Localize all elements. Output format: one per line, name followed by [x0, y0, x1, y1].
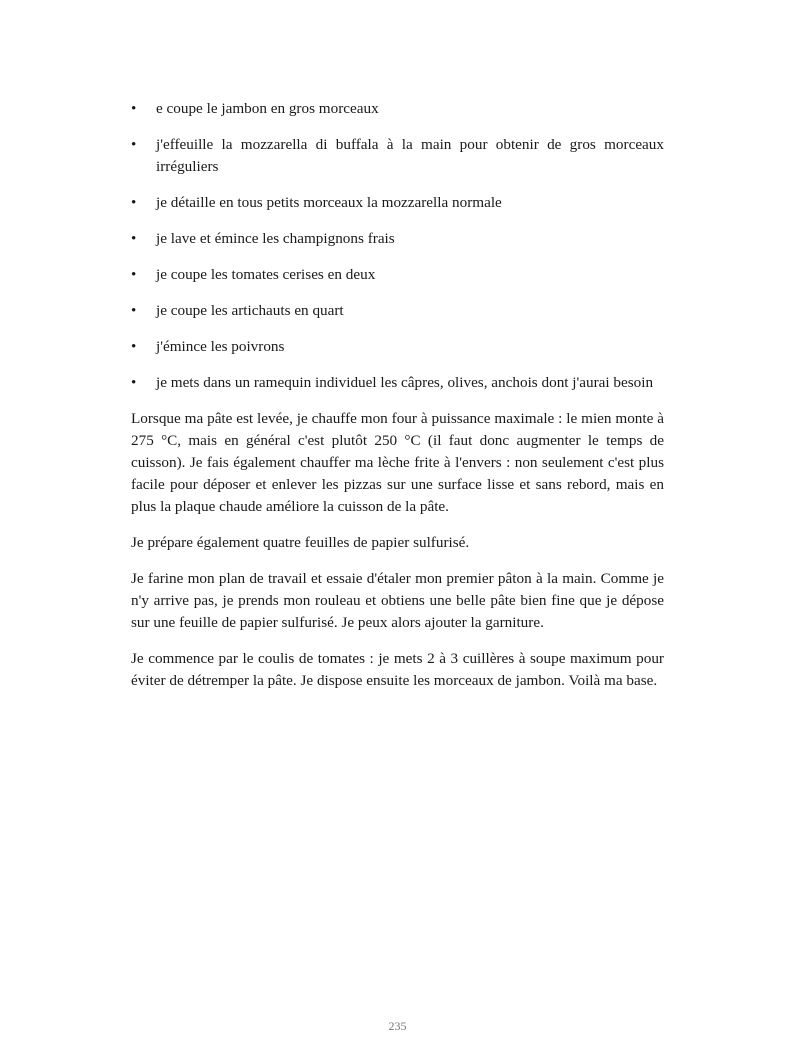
- list-item: [131, 372, 664, 394]
- list-item-text: je coupe les tomates cerises en deux: [156, 266, 376, 283]
- bullet-icon: •: [131, 266, 137, 283]
- page-content: [131, 98, 664, 706]
- bullet-icon: •: [131, 302, 137, 319]
- bullet-icon: •: [131, 374, 137, 391]
- paragraph-sauce: Je commence par le coulis de tomates : je mets 2 à 3 cuillères à soupe maximum pour éviter de détremper la pâte. Je dispose ensuite les morceaux de jambon. Voilà ma base.: [131, 650, 664, 689]
- list-item: [131, 336, 664, 358]
- list-item: [131, 192, 664, 214]
- bullet-icon: •: [131, 100, 137, 117]
- list-item: [131, 264, 664, 286]
- bullet-icon: •: [131, 338, 137, 355]
- paragraph-dough: Je farine mon plan de travail et essaie d'étaler mon premier pâton à la main. Comme je n'y arrive pas, je prends mon rouleau et obtiens une belle pâte bien fine que je dépose sur une feuille de papier sulfurisé. Je peux alors ajouter la garniture.: [131, 570, 664, 631]
- list-item-text: je mets dans un ramequin individuel les câpres, olives, anchois dont j'aurai besoin: [156, 374, 654, 391]
- bullet-icon: •: [131, 230, 137, 247]
- list-item-text: e coupe le jambon en gros morceaux: [156, 100, 379, 117]
- list-item: [131, 300, 664, 322]
- page-number: 235: [388, 1019, 407, 1033]
- list-item-text: je détaille en tous petits morceaux la mozzarella normale: [156, 194, 502, 211]
- paragraph-oven: Lorsque ma pâte est levée, je chauffe mon four à puissance maximale : le mien monte à 275 °C, mais en général c'est plutôt 250 °C (il faut donc augmenter le temps de cuisson). Je fais également chauffer ma lèche frite à l'envers : non seulement c'est plus facile pour déposer et enlever les pizzas sur une surface lisse et sans rebord, mais en plus la plaque chaude améliore la cuisson de la pâte.: [131, 410, 664, 515]
- preparation-steps-list: [131, 98, 664, 394]
- list-item: [131, 98, 664, 120]
- list-item-text: je coupe les artichauts en quart: [156, 302, 344, 319]
- bullet-icon: •: [131, 194, 137, 211]
- list-item: [131, 134, 664, 178]
- paragraph-parchment: Je prépare également quatre feuilles de papier sulfurisé.: [131, 534, 470, 551]
- list-item-text: j'effeuille la mozzarella di buffala à la main pour obtenir de gros morceaux irréguliers: [156, 136, 664, 175]
- list-item-text: j'émince les poivrons: [156, 338, 285, 355]
- list-item-text: je lave et émince les champignons frais: [156, 230, 395, 247]
- bullet-icon: •: [131, 136, 137, 153]
- list-item: [131, 228, 664, 250]
